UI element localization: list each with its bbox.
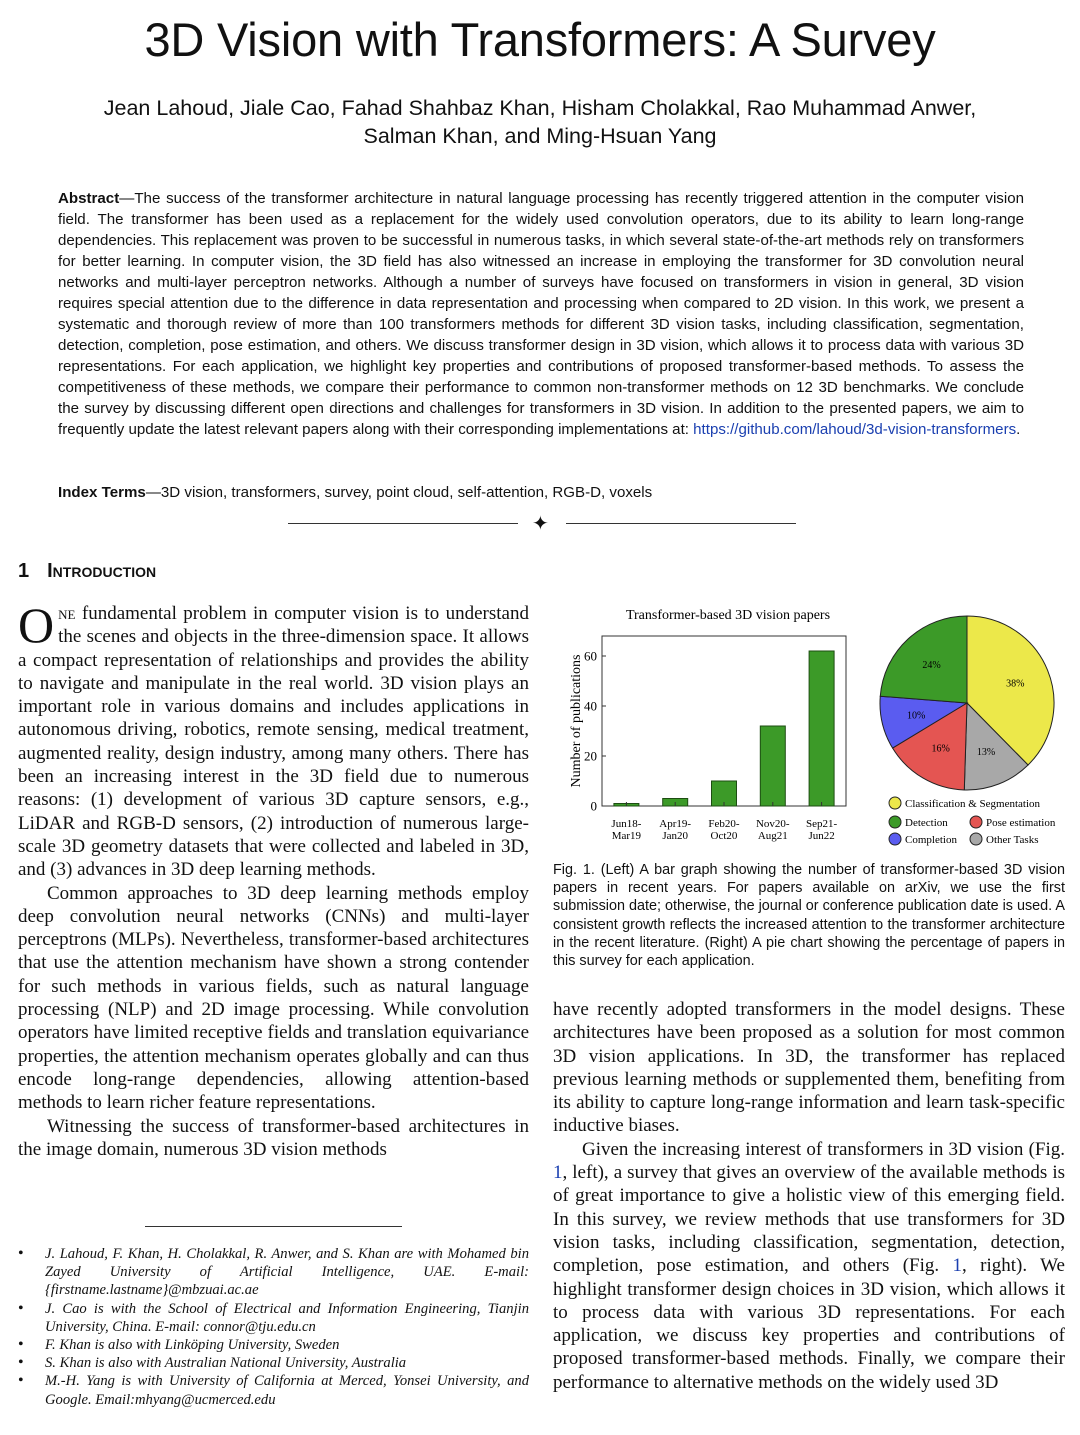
footnote-text: J. Lahoud, F. Khan, H. Cholakkal, R. Anwer, and S. Khan are with Mohamed bin Zayed University of Artificial Intelligence, UAE. E-mail: {firstname.lastname}@mbzuai.ac.ae [45,1246,529,1299]
footnote-text: M.-H. Yang is with University of California at Merced, Yonsei University, and Google. Email:mhyang@ucmerced.edu [45,1373,529,1408]
bar [809,651,834,806]
right-column [553,998,1065,1394]
lead-word: ne [58,603,76,624]
footnote-text: S. Khan is also with Australian National University, Australia [45,1355,407,1372]
bar [760,726,785,806]
author-list [0,94,1080,150]
abstract [58,188,1024,440]
separator-line-right [566,523,796,524]
legend-label: Detection [905,817,948,829]
paragraph-5-text-a: Given the increasing interest of transformers in 3D vision (Fig. [582,1138,1065,1160]
separator-line-left [288,523,518,524]
x-tick-label: Mar19 [611,830,642,842]
repo-link[interactable]: https://github.com/lahoud/3d-vision-transformers [693,421,1017,438]
x-tick-label: Feb20- [708,818,740,830]
abstract-text: —The success of the transformer architecture in natural language processing has recently triggered attention in the computer vision field. The transformer has been used as a replacement for the widely used convolution operators, due to its ability to learn long-range dependencies. This replacement was proven to be successful in numerous tasks, in which several state-of-the-art methods rely on transformers for better learning. In computer vision, the 3D field has also witnessed an increase in employing the transformer for 3D convolution neural networks and multi-layer perceptron networks. Although a number of surveys have focused on transformers in vision in general, 3D vision requires special attention due to the difference in data representation and processing when compared to 2D vision. In this work, we present a systematic and thorough review of more than 100 transformers methods for different 3D vision tasks, including classification, segmentation, detection, completion, pose estimation, and others. We discuss transformer design in 3D vision, which allows it to process data with various 3D representations. For each application, we highlight key properties and contributions of proposed transformer-based methods. To assess the competitiveness of these methods, we compare their performance to common non-transformer methods on 12 3D benchmarks. We conclude the survey by discussing different open directions and challenges for transformers in 3D vision. In addition to the presented papers, we aim to frequently update the latest relevant papers along with their corresponding implementations at: [58,190,1024,438]
x-tick-label: Nov20- [755,818,790,830]
legend-label: Other Tasks [986,834,1039,846]
index-terms [58,482,1024,503]
figure-ref-link[interactable]: 1 [553,1162,563,1184]
y-tick-label: 20 [584,748,597,764]
index-terms-text: —3D vision, transformers, survey, point cloud, self-attention, RGB-D, voxels [145,484,653,501]
pie-label: 10% [907,710,926,722]
x-tick-label: Oct20 [710,830,738,842]
bullet-icon: • [18,1299,24,1317]
bullet-icon: • [18,1372,24,1390]
figure-caption: Fig. 1. (Left) A bar graph showing the number of transformer-based 3D vision papers in recent years. For papers available on arXiv, we use the first submission date; otherwise, the journal or conference publication date is used. A consistent growth reflects the increased attention to the transformer architecture in the recent literature. (Right) A pie chart showing the percentage of papers in this survey for each application. [553,862,1065,970]
y-tick-label: 0 [590,798,597,814]
footnotes [18,1245,529,1409]
footnote-item [18,1300,529,1336]
bullet-icon: • [18,1354,24,1372]
paragraph-1-text: fundamental problem in computer vision is to understand the scenes and objects in the three-dimension space. It allows a compact representation of relationships and provides the ability to navigate and manipulate in the real world. 3D vision plays an important role in various domains and includes applications in autonomous driving, robotics, remote sensing, medical treatment, augmented reality, design industry, among many others. There has been an increasing interest in the 3D field due to numerous reasons: (1) development of various 3D capture sensors, e.g., LiDAR and RGB-D sensors, (2) introduction of numerous large-scale 3D geometry datasets that were collected and labeled in 3D, and (3) advances in 3D deep learning methods. [18,603,529,881]
footnote-item [18,1372,529,1408]
y-tick-label: 60 [584,648,597,664]
legend-swatch-icon [889,816,901,828]
author-line-2: Salman Khan, and Ming-Hsuan Yang [363,124,717,148]
paragraph-5-text-b: , left), a survey that gives an overview of the available methods is of great importance to give a holistic view of this emerging field. In this survey, we review methods that use transformers for 3D vision tasks, including classification, segmentation, detection, completion, pose estimation, and others (Fig. [553,1162,1065,1277]
bullet-icon: • [18,1245,24,1262]
pie-label: 13% [976,747,996,759]
paragraph-1 [18,597,529,882]
legend-swatch-icon [889,797,901,809]
paragraph-2: Common approaches to 3D deep learning methods employ deep convolution neural networks (CNNs) and multi-layer perceptrons (MLPs). Nevertheless, transformer-based architectures that use the attention mechanism have shown a strong contender for such methods in various fields, such as natural language processing (NLP) and 2D image processing. While convolution operators have limited receptive fields and translation equivariance properties, the attention mechanism operates globally and can thus encode long-range dependencies, allowing attention-based methods to learn richer feature representations. [18,882,529,1114]
footnote-text: F. Khan is also with Linköping University, Sweden [45,1337,340,1354]
section-number: 1 [18,560,30,582]
x-tick-label: Sep21- [806,818,838,830]
paragraph-5 [553,1138,1065,1394]
figure-ref-link[interactable]: 1 [952,1255,963,1277]
pie-label: 16% [931,743,950,755]
pie-label: 24% [922,660,941,672]
legend-label: Classification & Segmentation [905,798,1041,810]
bar-chart-title: Transformer-based 3D vision papers [625,608,831,623]
paragraph-5-text-c: , right). We highlight transformer design choices in 3D vision, which allows it to process data with various 3D representations. For each application, we discuss key properties and contributions of proposed transformer-based methods. Finally, we compare their performance to alternative methods on the widely used 3D [553,1255,1065,1393]
footnote-item [18,1354,529,1372]
legend-swatch-icon [970,833,982,845]
footnote-text: J. Cao is with the School of Electrical and Information Engineering, Tianjin University, China. E-mail: connor@tju.edu.cn [45,1300,529,1335]
figure-1 [553,598,1065,860]
y-tick-label: 40 [584,698,597,714]
bullet-icon: • [18,1336,24,1354]
legend-label: Pose estimation [986,817,1056,829]
figure-graphics [553,598,1065,860]
paragraph-4: have recently adopted transformers in the model designs. These architectures have been proposed as a solution for most common 3D vision applications. In 3D, the transformer has replaced previous learning methods or supplemented them, benefiting from its ability to capture long-range information and learn task-specific inductive biases. [553,999,1065,1137]
x-tick-label: Aug21 [757,830,788,842]
x-tick-label: Apr19- [659,818,692,830]
drop-cap: O [18,597,55,653]
separator-diamond-icon: ✦ [532,513,549,535]
x-tick-label: Jun22 [808,830,835,842]
paragraph-3: Witnessing the success of transformer-based architectures in the image domain, numerous 3D vision methods [18,1115,529,1160]
legend-swatch-icon [889,833,901,845]
section-heading [18,558,156,584]
footnote-item [18,1245,529,1300]
index-terms-label: Index Terms [58,484,146,501]
footnote-rule [145,1226,402,1227]
y-axis-label: Number of publications [569,654,584,788]
abstract-label: Abstract [58,190,120,207]
section-separator [288,512,796,536]
section-title: Introduction [47,560,157,582]
footnote-item [18,1336,529,1354]
paper-title: 3D Vision with Transformers: A Survey [144,13,936,66]
abstract-end: . [1016,421,1021,438]
legend-swatch-icon [970,816,982,828]
x-tick-label: Jun18- [611,818,642,830]
x-tick-label: Jan20 [662,830,689,842]
left-column [18,597,529,1161]
pie-label: 38% [1006,678,1025,690]
legend-label: Completion [905,834,957,846]
author-line-1: Jean Lahoud, Jiale Cao, Fahad Shahbaz Khan, Hisham Cholakkal, Rao Muhammad Anwer, [103,96,977,120]
